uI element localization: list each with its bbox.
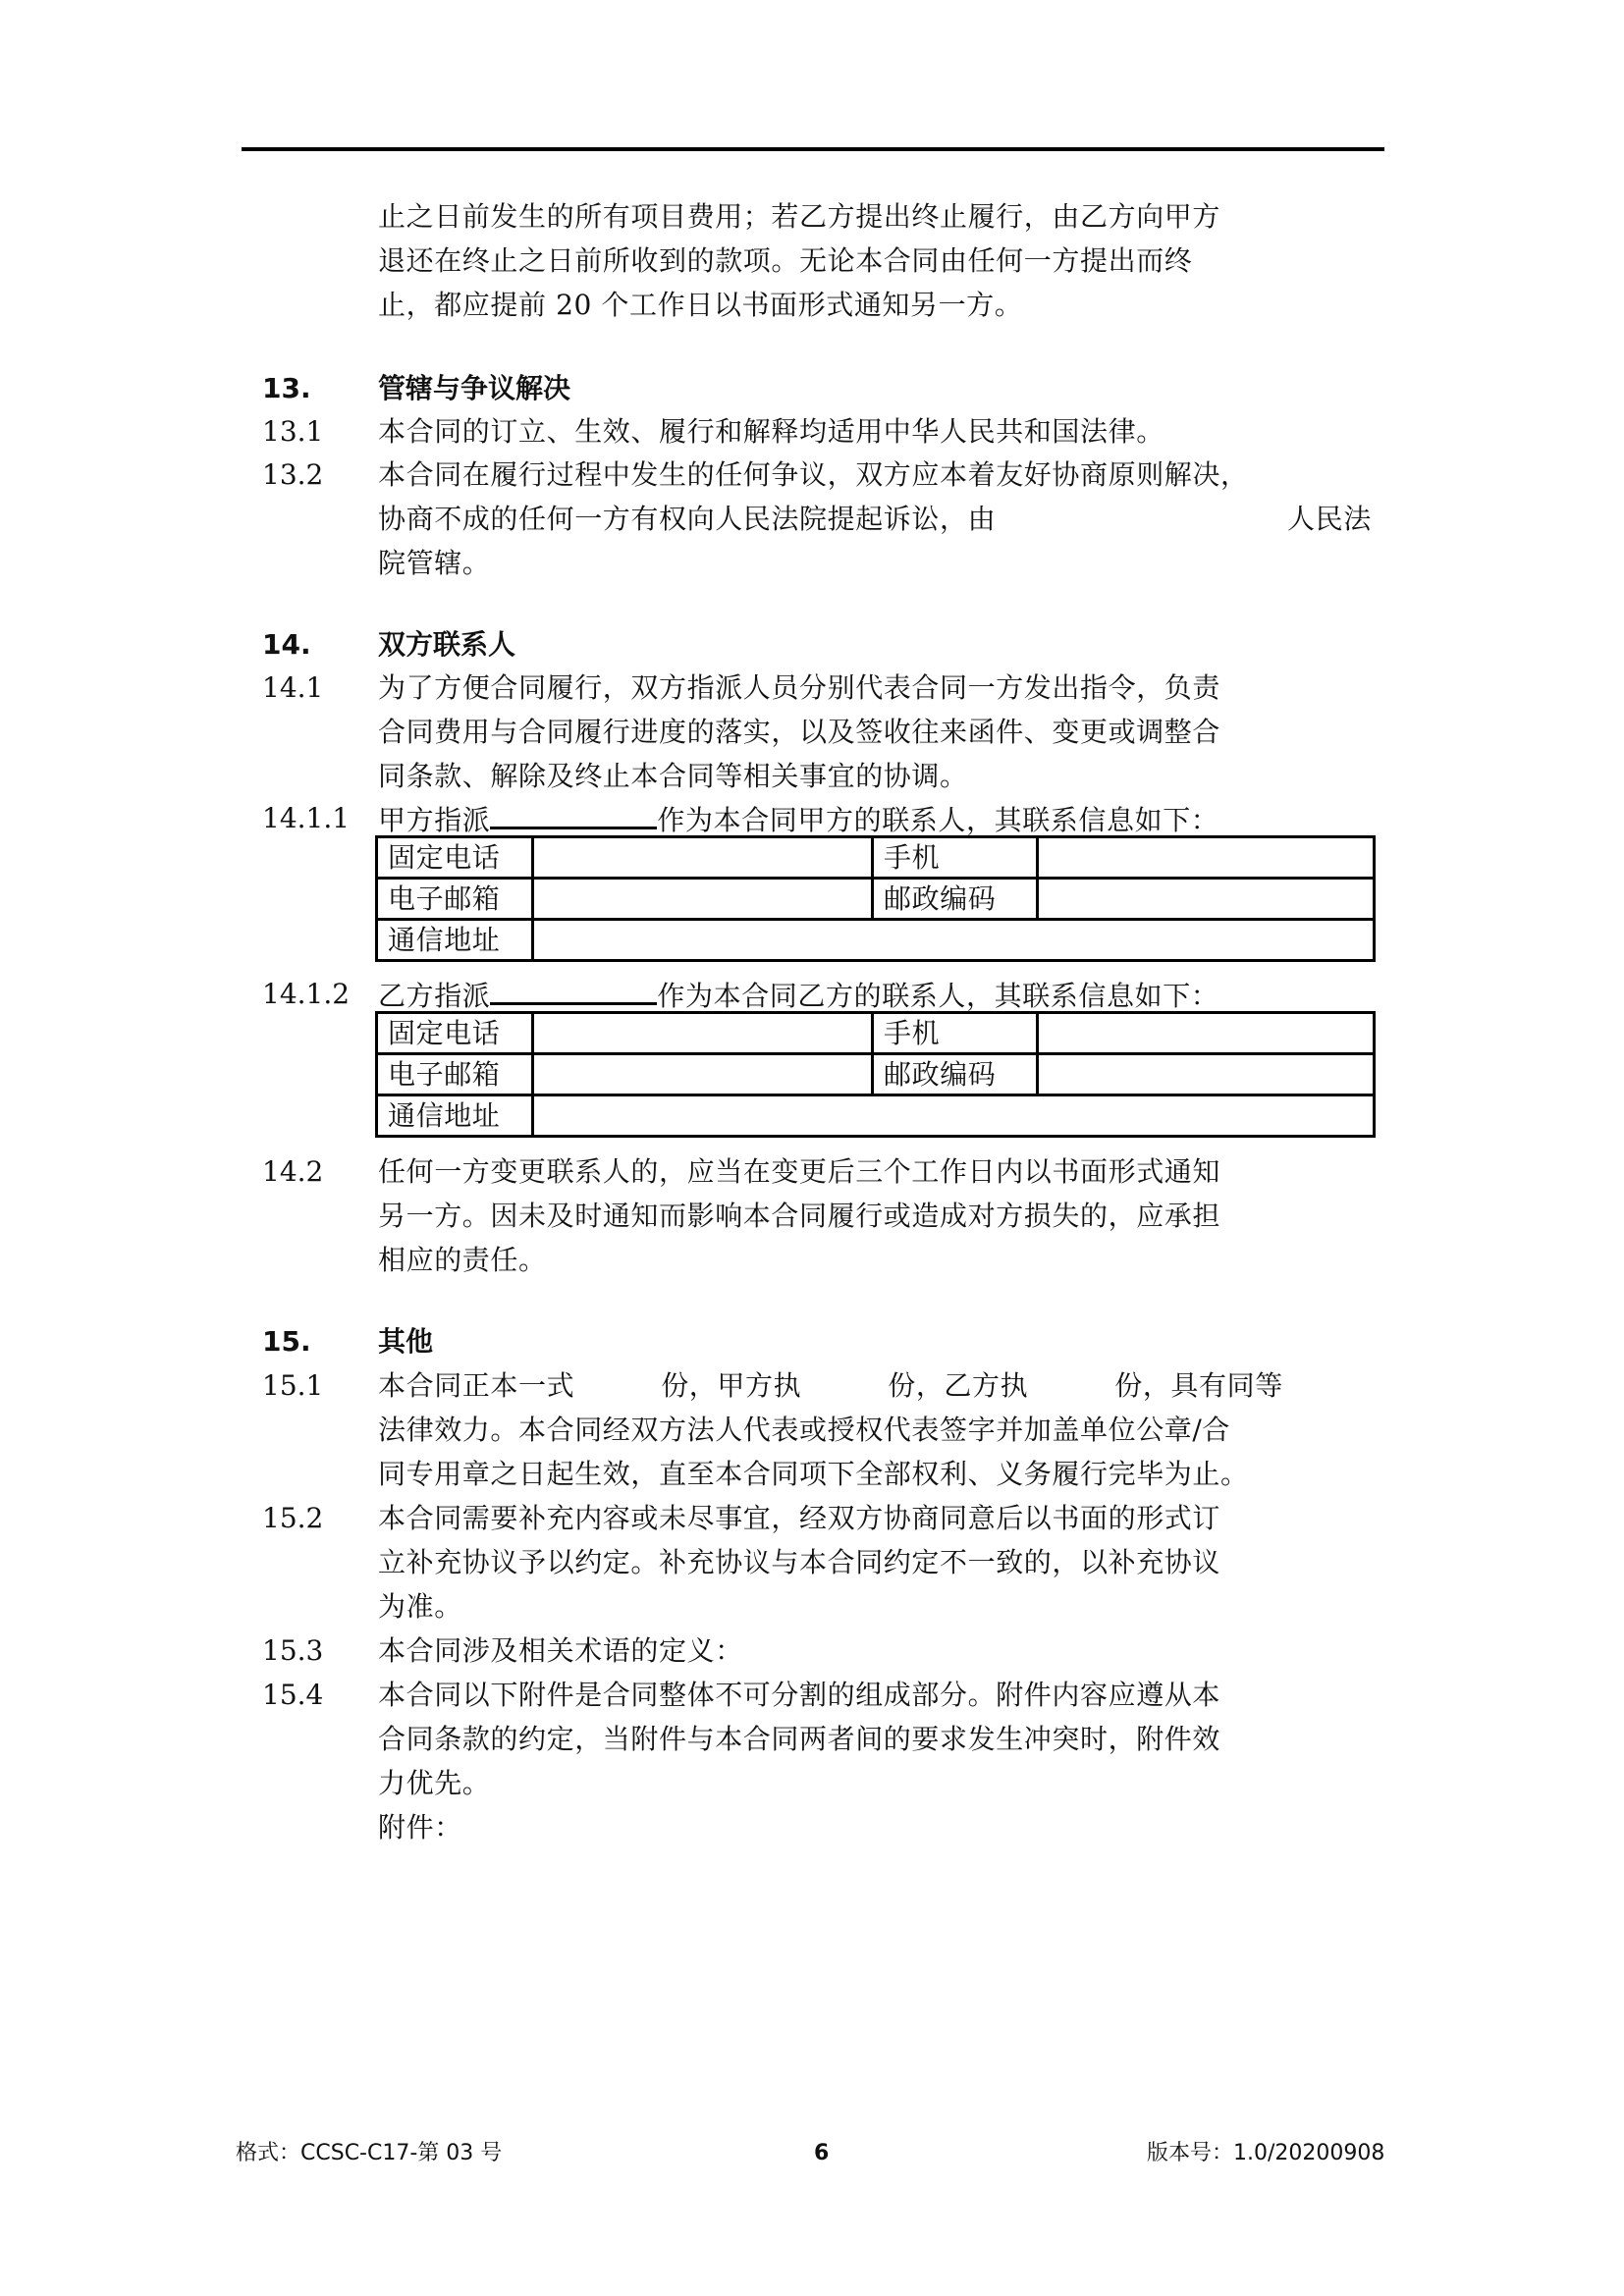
party-a-email-field[interactable] bbox=[533, 879, 873, 920]
clause-number: 14.1 bbox=[262, 671, 324, 704]
label-postcode: 邮政编码 bbox=[873, 879, 1038, 920]
party-b-email-field[interactable] bbox=[533, 1054, 873, 1095]
party-a-contact-table bbox=[375, 835, 1376, 962]
table-row bbox=[377, 1054, 1375, 1095]
clause-text-copies bbox=[378, 1370, 1283, 1402]
party-b-mobile-field[interactable] bbox=[1038, 1013, 1375, 1054]
clause-text: 为了方便合同履行，双方指派人员分别代表合同一方发出指令，负责 bbox=[378, 671, 1221, 704]
clause-text: 院管辖。 bbox=[378, 547, 491, 579]
clause-number: 15.3 bbox=[262, 1634, 324, 1667]
clause-text: 合同条款的约定，当附件与本合同两者间的要求发生冲突时，附件效 bbox=[378, 1723, 1221, 1755]
clause-text: 任何一方变更联系人的，应当在变更后三个工作日内以书面形式通知 bbox=[378, 1155, 1221, 1188]
designation-suffix: 作为本合同乙方的联系人，其联系信息如下： bbox=[657, 980, 1219, 1012]
clause-text: 同专用章之日起生效，直至本合同项下全部权利、义务履行完毕为止。 bbox=[378, 1458, 1249, 1490]
continuation-line: 止之日前发生的所有项目费用；若乙方提出终止履行，由乙方向甲方 bbox=[378, 200, 1221, 233]
table-row bbox=[377, 920, 1375, 961]
label-address: 通信地址 bbox=[377, 920, 533, 961]
party-b-landline-field[interactable] bbox=[533, 1013, 873, 1054]
label-email: 电子邮箱 bbox=[377, 1054, 533, 1095]
designation-line-party-b bbox=[378, 979, 1218, 1012]
label-postcode: 邮政编码 bbox=[873, 1054, 1038, 1095]
clause-text: 法律效力。本合同经双方法人代表或授权代表签字并加盖单位公章/合 bbox=[378, 1414, 1231, 1446]
clause-text: 本合同需要补充内容或未尽事宜，经双方协商同意后以书面的形式订 bbox=[378, 1502, 1221, 1534]
copies-party-b-label: 份，乙方执 bbox=[888, 1369, 1029, 1402]
party-a-mobile-field[interactable] bbox=[1038, 837, 1375, 879]
footer-version: 版本号：1.0/20200908 bbox=[1147, 2141, 1385, 2165]
footer-page-number: 6 bbox=[814, 2141, 830, 2165]
continuation-line: 退还在终止之日前所收到的款项。无论本合同由任何一方提出而终 bbox=[378, 244, 1193, 277]
label-landline: 固定电话 bbox=[377, 837, 533, 879]
label-landline: 固定电话 bbox=[377, 1013, 533, 1054]
clause-text: 本合同在履行过程中发生的任何争议，双方应本着友好协商原则解决， bbox=[378, 458, 1249, 491]
clause-text: 合同费用与合同履行进度的落实，以及签收往来函件、变更或调整合 bbox=[378, 716, 1221, 748]
clause-number: 15.4 bbox=[262, 1679, 324, 1711]
label-email: 电子邮箱 bbox=[377, 879, 533, 920]
clause-text: 另一方。因未及时通知而影响本合同履行或造成对方损失的，应承担 bbox=[378, 1200, 1221, 1232]
table-row bbox=[377, 1095, 1375, 1137]
party-b-postcode-field[interactable] bbox=[1038, 1054, 1375, 1095]
section-number: 13. bbox=[262, 372, 311, 404]
clause-text: 力优先。 bbox=[378, 1767, 491, 1799]
party-b-address-field[interactable] bbox=[533, 1095, 1375, 1137]
clause-number: 14.1.1 bbox=[262, 802, 351, 834]
section-number: 15. bbox=[262, 1325, 311, 1358]
clause-text: 本合同涉及相关术语的定义： bbox=[378, 1634, 743, 1667]
label-address: 通信地址 bbox=[377, 1095, 533, 1137]
clause-text: 协商不成的任何一方有权向人民法院提起诉讼，由 bbox=[378, 503, 997, 535]
party-a-address-field[interactable] bbox=[533, 920, 1375, 961]
section-title: 双方联系人 bbox=[378, 628, 516, 661]
section-title: 其他 bbox=[378, 1325, 434, 1358]
clause-text: 立补充协议予以约定。补充协议与本合同约定不一致的，以补充协议 bbox=[378, 1546, 1221, 1578]
table-row bbox=[377, 837, 1375, 879]
party-a-landline-field[interactable] bbox=[533, 837, 873, 879]
clause-text: 同条款、解除及终止本合同等相关事宜的协调。 bbox=[378, 760, 968, 792]
label-mobile: 手机 bbox=[873, 837, 1038, 879]
clause-number: 13.2 bbox=[262, 458, 324, 491]
clause-number: 14.2 bbox=[262, 1155, 324, 1188]
clause-text: 相应的责任。 bbox=[378, 1244, 547, 1276]
designation-suffix: 作为本合同甲方的联系人，其联系信息如下： bbox=[657, 804, 1219, 836]
copies-party-a-label: 份，甲方执 bbox=[661, 1369, 802, 1402]
label-mobile: 手机 bbox=[873, 1013, 1038, 1054]
contact-name-blank[interactable] bbox=[490, 803, 657, 829]
clause-number: 13.1 bbox=[262, 415, 324, 448]
contact-name-blank[interactable] bbox=[490, 979, 657, 1005]
clause-number: 15.2 bbox=[262, 1502, 324, 1534]
clause-number: 14.1.2 bbox=[262, 978, 351, 1010]
footer-format: 格式：CCSC-C17-第 03 号 bbox=[236, 2141, 503, 2165]
section-number: 14. bbox=[262, 628, 311, 661]
clause-text: 人民法 bbox=[1287, 503, 1372, 535]
table-row bbox=[377, 1013, 1375, 1054]
copies-suffix: 份，具有同等 bbox=[1114, 1369, 1283, 1402]
party-a-postcode-field[interactable] bbox=[1038, 879, 1375, 920]
designation-prefix: 甲方指派 bbox=[378, 804, 491, 836]
section-title: 管辖与争议解决 bbox=[378, 372, 571, 404]
clause-text: 本合同的订立、生效、履行和解释均适用中华人民共和国法律。 bbox=[378, 415, 1164, 448]
table-row bbox=[377, 879, 1375, 920]
continuation-line: 止，都应提前 20 个工作日以书面形式通知另一方。 bbox=[378, 289, 1023, 321]
designation-line-party-a bbox=[378, 803, 1218, 836]
header-rule bbox=[242, 147, 1384, 151]
clause-number: 15.1 bbox=[262, 1369, 324, 1402]
copies-total-label: 本合同正本一式 bbox=[378, 1369, 575, 1402]
designation-prefix: 乙方指派 bbox=[378, 980, 491, 1012]
attachments-label: 附件： bbox=[378, 1811, 462, 1843]
party-b-contact-table bbox=[375, 1011, 1376, 1138]
clause-text: 本合同以下附件是合同整体不可分割的组成部分。附件内容应遵从本 bbox=[378, 1679, 1221, 1711]
clause-text: 为准。 bbox=[378, 1590, 462, 1623]
